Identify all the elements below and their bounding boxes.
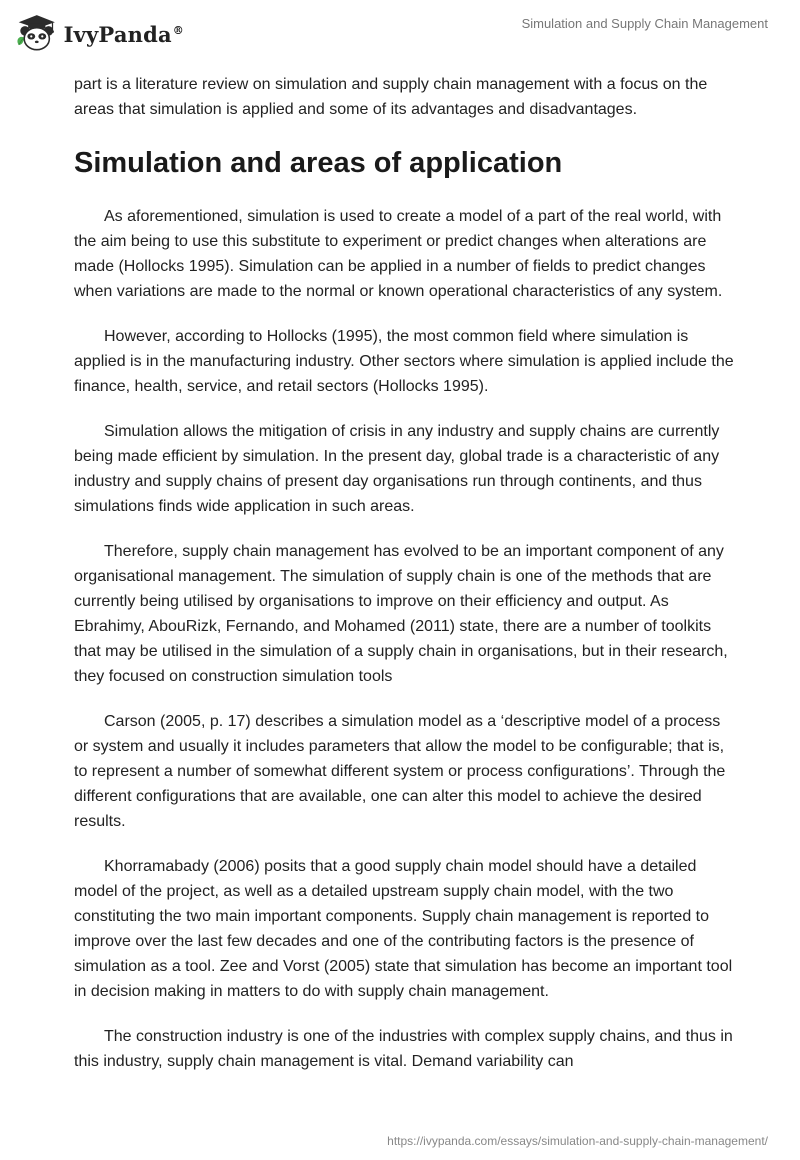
registered-mark: ®: [172, 23, 184, 37]
intro-paragraph: part is a literature review on simulation and supply chain management with a focus on the areas that simulation is applied and some of its advantages and disadvantages.: [74, 76, 708, 118]
body-paragraph: Therefore, supply chain management has evolved to be an important component of any organisational management. The simulation of supply chain is one of the methods that are currently being utilised by organisations to improve on their efficiency and output. As Ebrahimy, AbouRizk, Fernando, and Mohamed (2011) state, there are a number of toolkits that may be utilised in the simulation of a supply chain in organisations, but in their research, they focused on construction simulation tools: [74, 543, 728, 685]
document-title: Simulation and Supply Chain Management: [521, 16, 768, 31]
brand-name: [64, 22, 184, 47]
section-heading: Simulation and areas of application: [74, 147, 563, 179]
body-paragraph: Simulation allows the mitigation of crisis in any industry and supply chains are currently being made efficient by simulation. In the present day, global trade is a characteristic of any industry and supply chains of present day organisations run through continents, and thus simulations finds wide application in such areas.: [74, 423, 720, 515]
body-paragraph: The construction industry is one of the industries with complex supply chains, and thus in this industry, supply chain management is vital. Demand variability can: [74, 1028, 733, 1070]
page-header: [0, 0, 800, 70]
source-url[interactable]: https://ivypanda.com/essays/simulation-and-supply-chain-management/: [387, 1134, 768, 1148]
body-paragraph: Carson (2005, p. 17) describes a simulation model as a ‘descriptive model of a process or system and usually it includes parameters that allow the model to be configurable; that is, to represent a number of somewhat different system or process configurations’. Through the different configurations that are available, one can alter this model to achieve the desired results.: [74, 713, 726, 830]
ivypanda-logo[interactable]: [14, 8, 184, 60]
body-paragraph: However, according to Hollocks (1995), the most common field where simulation is applied is in the manufacturing industry. Other sectors where simulation is applied include the finance, health, service, and retail sectors (Hollocks 1995).: [74, 328, 734, 395]
body-paragraph: As aforementioned, simulation is used to create a model of a part of the real world, with the aim being to use this substitute to experiment or predict changes when alterations are made (Hollocks 1995). Simulation can be applied in a number of fields to predict changes when variations are made to the normal or known operational characteristics of any system.: [74, 208, 723, 300]
brand-text: IvyPanda: [63, 21, 172, 47]
essay-content: [74, 72, 734, 1094]
body-paragraph: Khorramabady (2006) posits that a good supply chain model should have a detailed model of the project, as well as a detailed upstream supply chain model, with the two constituting the two main important components. Supply chain management is reported to improve over the last few decades and one of the contributing factors is the presence of simulation as a tool. Zee and Vorst (2005) state that simulation has become an important tool in decision making in matters to do with supply chain management.: [74, 858, 733, 1000]
panda-logo-icon: [14, 8, 60, 60]
